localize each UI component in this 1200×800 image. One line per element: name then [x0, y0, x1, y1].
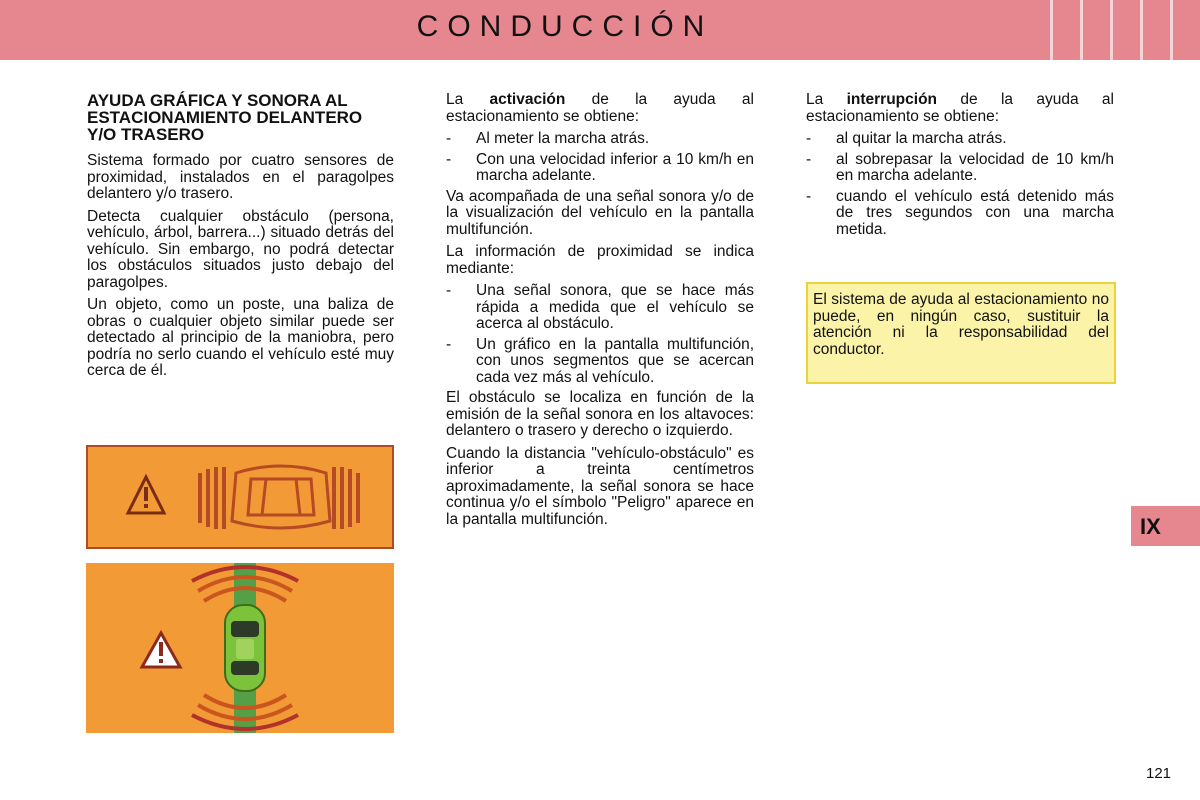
- activation-term: activación: [489, 91, 566, 108]
- warning-triangle-icon: [128, 477, 164, 513]
- list-item: - Un gráfico en la pantalla multifunción, con unos segmentos que se acercan cada vez más al vehículo.: [446, 335, 754, 386]
- car-outline-icon: [86, 445, 394, 549]
- column-left: [87, 92, 394, 386]
- section-heading: AYUDA GRÁFICA Y SONORA AL ESTACIONAMIENTO DELANTERO Y/O TRASERO: [87, 91, 363, 144]
- activation-intro: La activación de la ayuda al estacionamiento se obtiene:: [446, 91, 754, 125]
- paragraph: Cuando la distancia "vehículo-obstáculo" es inferior a treinta centímetros aproximadamente, la señal sonora se hace continua y/o el símbolo "Peligro" aparece en la pantalla multifunción.: [446, 444, 754, 528]
- warning-note: El sistema de ayuda al estacionamiento no puede, en ningún caso, sustituir la atención ni la responsabilidad del conductor.: [806, 282, 1116, 384]
- display-illustration-outline: [86, 445, 394, 549]
- list-item: - al sobrepasar la velocidad de 10 km/h en marcha adelante.: [806, 150, 1114, 184]
- paragraph: Sistema formado por cuatro sensores de proximidad, instalados en el paragolpes delantero y/o trasero.: [87, 152, 394, 202]
- column-right: [806, 92, 1114, 242]
- interruption-intro: La interrupción de la ayuda al estacionamiento se obtiene:: [806, 91, 1114, 125]
- display-illustration-topview: [86, 563, 394, 733]
- page-title: CONDUCCIÓN: [416, 10, 714, 43]
- page-header: [0, 0, 1200, 60]
- car-topview-icon: [86, 563, 394, 733]
- header-stripes: [1050, 0, 1200, 60]
- warning-triangle-icon: [142, 633, 180, 667]
- list-item: - Al meter la marcha atrás.: [446, 130, 650, 147]
- column-middle: [446, 92, 754, 534]
- chapter-tab: IX: [1131, 506, 1200, 546]
- paragraph: Un objeto, como un poste, una baliza de obras o cualquier objeto similar puede ser detectado al principio de la maniobra, pero podría no serlo cuando el vehículo esté muy cerca de él.: [87, 296, 394, 379]
- page-number: 121: [1146, 765, 1172, 782]
- paragraph: El obstáculo se localiza en función de la emisión de la señal sonora en los altavoces: delantero o trasero y derecho o izquierdo.: [446, 389, 754, 439]
- interruption-term: interrupción: [846, 91, 938, 108]
- paragraph: Va acompañada de una señal sonora y/o de la visualización del vehículo en la pantalla multifunción.: [446, 187, 754, 238]
- list-item: - al quitar la marcha atrás.: [806, 130, 1007, 147]
- list-item: - cuando el vehículo está detenido más de tres segundos con una marcha metida.: [806, 187, 1114, 238]
- paragraph: La información de proximidad se indica mediante:: [446, 243, 754, 277]
- paragraph: Detecta cualquier obstáculo (persona, vehículo, árbol, barrera...) situado detrás del vehículo. Sin embargo, no podrá detectar los obstáculos situados justo debajo del paragolpes.: [87, 207, 394, 291]
- list-item: - Una señal sonora, que se hace más rápida a medida que el vehículo se acerca al obstáculo.: [446, 282, 754, 332]
- list-item: - Con una velocidad inferior a 10 km/h en marcha adelante.: [446, 150, 754, 184]
